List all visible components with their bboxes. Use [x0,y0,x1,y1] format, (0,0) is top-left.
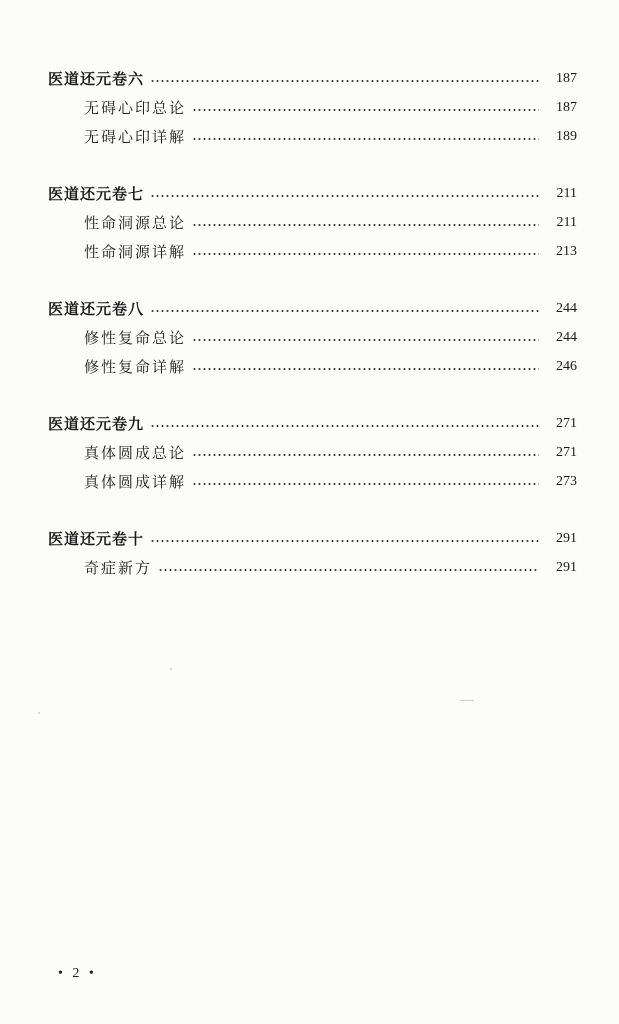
leader-dots [192,138,539,140]
toc-entry-row[interactable] [0,438,619,467]
chapter-title: 医道还元卷九 [48,415,145,433]
page-number: 273 [556,473,577,489]
toc-section [0,409,619,496]
toc-entry-row[interactable] [0,323,619,352]
leader-dots [192,253,539,255]
toc-chapter-row[interactable] [0,179,619,208]
page-number: 211 [556,214,577,230]
page-number: 291 [556,559,577,575]
scan-speck [460,700,474,701]
toc-entry-row[interactable] [0,553,619,582]
leader-dots [150,310,539,312]
entry-title: 无碍心印总论 [84,99,187,117]
toc-entry-row[interactable] [0,237,619,266]
page-number: 271 [556,444,577,460]
page-number: 246 [556,358,577,374]
page-number: 271 [556,415,577,431]
leader-dots [150,540,539,542]
leader-dots [150,425,539,427]
toc-chapter-row[interactable] [0,524,619,553]
leader-dots [192,454,539,456]
entry-title: 修性复命详解 [84,358,187,376]
toc-entry-row[interactable] [0,122,619,151]
entry-title: 性命洞源总论 [84,214,187,232]
page-number: 213 [556,243,577,259]
toc-section [0,524,619,582]
leader-dots [192,368,539,370]
page-number-footer: • 2 • [58,966,97,981]
chapter-title: 医道还元卷六 [48,70,145,88]
leader-dots [158,569,539,571]
toc-entry-row[interactable] [0,352,619,381]
toc-section [0,179,619,266]
entry-title: 奇症新方 [84,559,153,577]
page-number: 211 [556,185,577,201]
toc-chapter-row[interactable] [0,409,619,438]
leader-dots [150,80,539,82]
toc-section [0,64,619,151]
toc-entry-row[interactable] [0,208,619,237]
page-number: 187 [556,70,577,86]
leader-dots [192,109,539,111]
leader-dots [192,483,539,485]
leader-dots [192,339,539,341]
leader-dots [150,195,539,197]
page-number: 244 [556,329,577,345]
leader-dots [192,224,539,226]
page-number: 189 [556,128,577,144]
entry-title: 真体圆成总论 [84,444,187,462]
toc-entry-row[interactable] [0,93,619,122]
entry-title: 修性复命总论 [84,329,187,347]
scan-speck [170,668,172,670]
scan-speck [38,712,40,714]
table-of-contents [0,64,619,610]
entry-title: 无碍心印详解 [84,128,187,146]
page-number: 244 [556,300,577,316]
chapter-title: 医道还元卷十 [48,530,145,548]
toc-entry-row[interactable] [0,467,619,496]
toc-section [0,294,619,381]
entry-title: 性命洞源详解 [84,243,187,261]
page-number: 187 [556,99,577,115]
page-number: 291 [556,530,577,546]
toc-chapter-row[interactable] [0,294,619,323]
chapter-title: 医道还元卷八 [48,300,145,318]
toc-chapter-row[interactable] [0,64,619,93]
entry-title: 真体圆成详解 [84,473,187,491]
chapter-title: 医道还元卷七 [48,185,145,203]
